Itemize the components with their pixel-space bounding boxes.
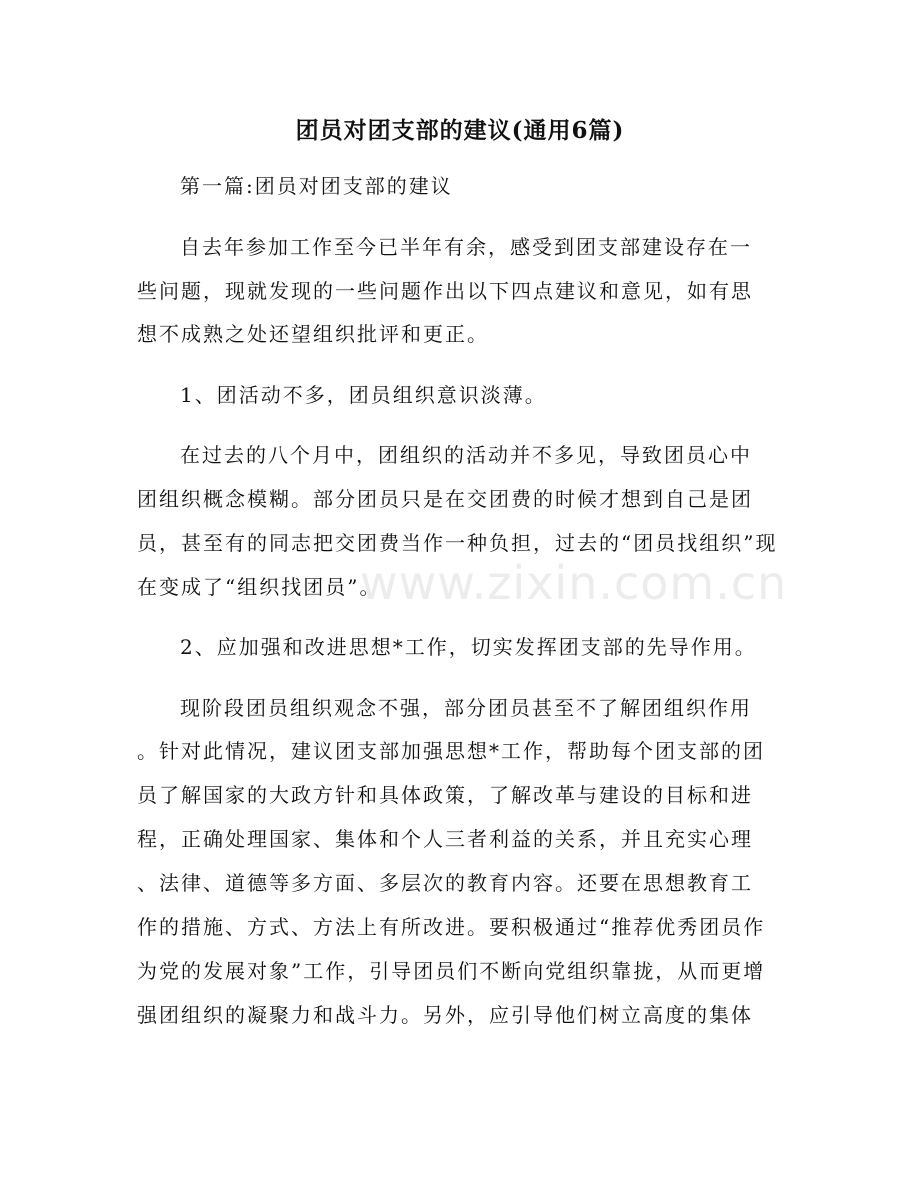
paragraph-2-line-2: 团组织概念模糊。部分团员只是在交团费的时候才想到自己是团 (137, 487, 753, 511)
paragraph-1-line-2: 些问题，现就发现的一些问题作出以下四点建议和意见，如有思 (137, 279, 753, 303)
watermark: www.zixin.com.cn (360, 556, 788, 610)
document-title: 团员对团支部的建议(通用6篇) (295, 117, 625, 144)
paragraph-2-line-1: 在过去的八个月中，团组织的活动并不多见，导致团员心中 (180, 443, 752, 467)
section-heading: 第一篇:团员对团支部的建议 (180, 174, 453, 198)
paragraph-1-line-1: 自去年参加工作至今已半年有余，感受到团支部建设存在一 (180, 235, 752, 259)
paragraph-3-line-2: 。针对此情况，建议团支部加强思想*工作，帮助每个团支部的团 (137, 739, 765, 763)
paragraph-3-line-3: 员了解国家的大政方针和具体政策，了解改革与建设的目标和进 (137, 783, 753, 807)
paragraph-3-line-5: 、法律、道德等多方面、多层次的教育内容。还要在思想教育工 (137, 871, 753, 895)
paragraph-2-line-4: 在变成了“组织找团员”。 (137, 575, 382, 599)
point-1-heading: 1、团活动不多，团员组织意识淡薄。 (180, 383, 547, 407)
paragraph-3-line-6: 作的措施、方式、方法上有所改进。要积极通过“推荐优秀团员作 (137, 915, 766, 939)
paragraph-3-line-7: 为党的发展对象”工作，引导团员们不断向党组织靠拢，从而更增 (137, 959, 766, 983)
paragraph-1-line-3: 想不成熟之处还望组织批评和更正。 (137, 322, 489, 346)
paragraph-2-line-3: 员，甚至有的同志把交团费当作一种负担，过去的“团员找组织”现 (137, 531, 778, 555)
paragraph-3-line-4: 程，正确处理国家、集体和个人三者利益的关系，并且充实心理 (137, 827, 753, 851)
paragraph-3-line-8: 强团组织的凝聚力和战斗力。另外，应引导他们树立高度的集体 (137, 1003, 753, 1027)
paragraph-3-line-1: 现阶段团员组织观念不强，部分团员甚至不了解团组织作用 (180, 696, 752, 720)
point-2-heading: 2、应加强和改进思想*工作，切实发挥团支部的先导作用。 (180, 635, 757, 659)
